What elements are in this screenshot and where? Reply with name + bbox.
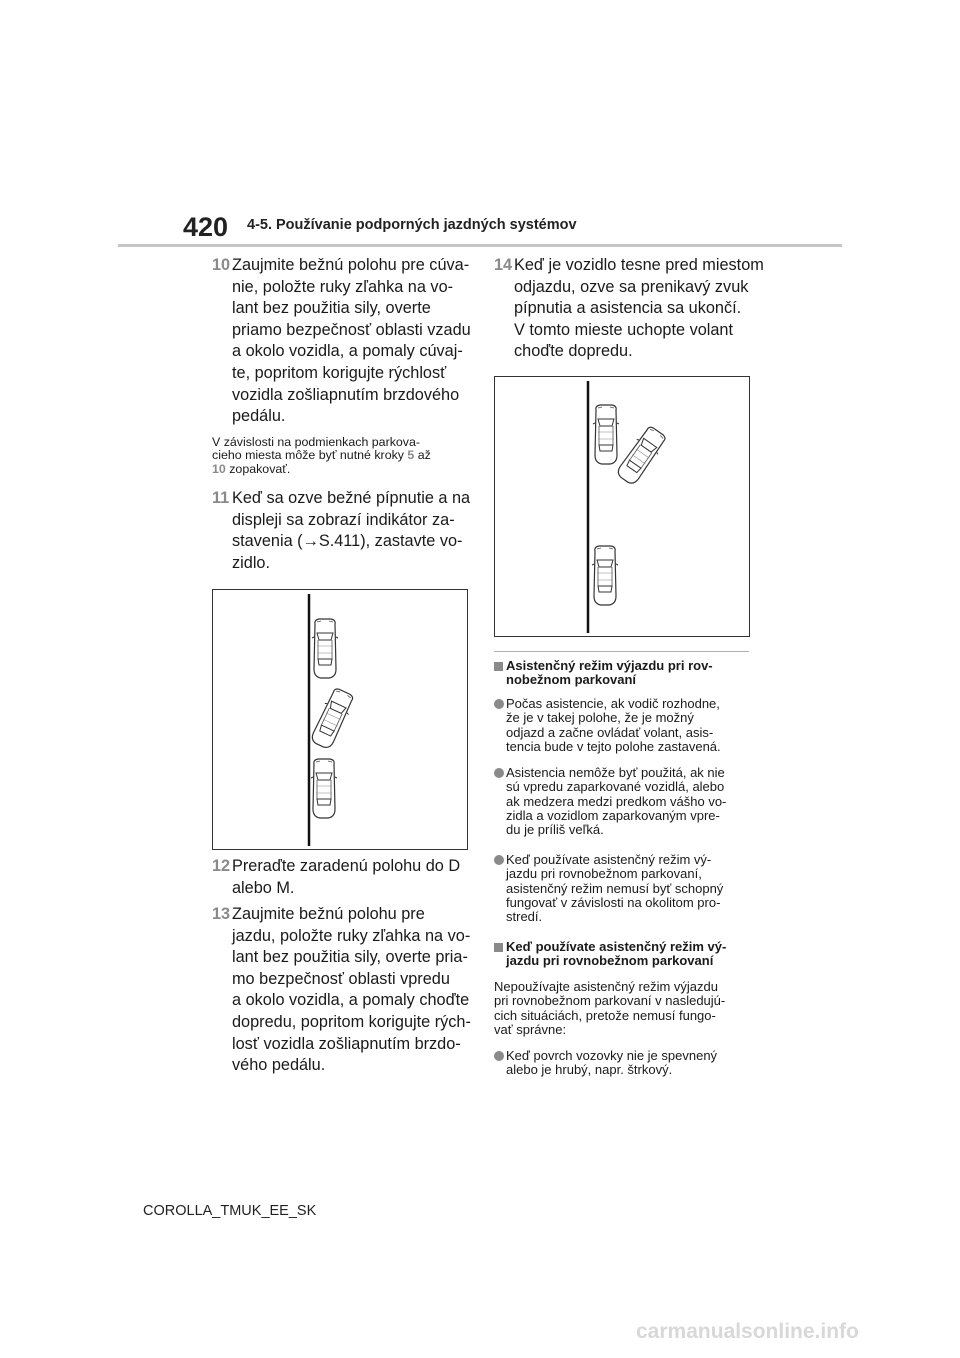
parking-illustration bbox=[213, 590, 467, 849]
bullet-item bbox=[494, 1049, 717, 1078]
square-bullet-icon bbox=[494, 943, 503, 952]
paragraph-line: vať správne: bbox=[494, 1021, 567, 1037]
step-text-line: vého pedálu. bbox=[232, 1056, 326, 1075]
step-text-line: a okolo vozidla, a pomaly choďte bbox=[232, 991, 470, 1010]
bullet-line: fungovať v závislosti na okolitom pro- bbox=[506, 894, 721, 910]
step-number: 10 bbox=[212, 256, 231, 274]
bullet-line: že je v takej polohe, že je možný bbox=[506, 710, 694, 726]
step-text-line: stavenia (→S.411), zastavte vo- bbox=[232, 532, 463, 551]
subheading-exit-assist-mode bbox=[494, 659, 713, 687]
step-number: 11 bbox=[212, 489, 230, 507]
own-car bbox=[308, 686, 356, 750]
subheading-when-using-exit-assist bbox=[494, 940, 726, 968]
square-bullet-icon bbox=[494, 662, 503, 671]
step-text-line: dopredu, popritom korigujte rých- bbox=[232, 1012, 471, 1031]
subheading-line: jazdu pri rovnobežnom parkovaní bbox=[506, 953, 714, 969]
parking-illustration bbox=[495, 377, 749, 636]
bullet-line: jazdu pri rovnobežnom parkovaní, bbox=[506, 866, 702, 882]
bullet-line: asistenčný režim nemusí byť schopný bbox=[506, 880, 724, 896]
step-text-line: a okolo vozidla, a pomaly cúvaj- bbox=[232, 342, 463, 361]
bullet-line: ak medzera medzi predkom vášho vo- bbox=[506, 793, 727, 809]
step-ref: 10 bbox=[212, 461, 226, 476]
step-10 bbox=[212, 255, 471, 428]
step-text-line: lant bez použitia sily, overte pria- bbox=[232, 948, 468, 967]
step-text-line: vozidla zošliapnutím brzdového bbox=[232, 385, 460, 404]
bullet-line: tencia bude v tejto polohe zastavená. bbox=[506, 738, 721, 754]
step-text-line: Preraďte zaradenú polohu do D bbox=[232, 857, 461, 875]
step-11 bbox=[212, 488, 470, 574]
bullet-line: odjazd a začne ovládať volant, asis- bbox=[506, 724, 714, 740]
circle-bullet-icon bbox=[494, 855, 504, 865]
bullet-line: du je príliš veľká. bbox=[506, 822, 604, 838]
step-14 bbox=[494, 255, 764, 363]
parked-car-rear bbox=[592, 546, 618, 605]
step-text-line: losť vozidla zošliapnutím brzdo- bbox=[232, 1034, 461, 1053]
bullet-line: Keď používate asistenčný režim vý- bbox=[506, 852, 712, 867]
step-text-line: priamo bezpečnosť oblasti vzadu bbox=[232, 320, 471, 339]
step-text-line: mo bezpečnosť oblasti vpredu bbox=[232, 969, 450, 988]
bullet-line: Keď povrch vozovky nie je spevnený bbox=[506, 1048, 718, 1063]
section-divider bbox=[494, 651, 749, 652]
bullet-item bbox=[494, 766, 726, 837]
subheading-line: nobežnom parkovaní bbox=[506, 672, 637, 688]
parking-figure-step-14 bbox=[494, 376, 750, 637]
bullet-line: alebo je hrubý, napr. štrkový. bbox=[506, 1062, 673, 1078]
step-text-line: zidlo. bbox=[232, 553, 271, 572]
step-text-line: jazdu, položte ruky zľahka na vo- bbox=[232, 926, 471, 945]
circle-bullet-icon bbox=[494, 1051, 504, 1061]
bullet-line: Asistencia nemôže byť použitá, ak nie bbox=[506, 765, 725, 780]
parking-figure-step-11 bbox=[212, 589, 468, 850]
parked-car-front bbox=[593, 405, 619, 464]
document-code: COROLLA_TMUK_EE_SK bbox=[143, 1203, 317, 1219]
step-text-line: odjazdu, ozve sa prenikavý zvuk bbox=[514, 277, 749, 296]
note-text: až bbox=[414, 448, 431, 463]
step-text-line: displeji sa zobrazí indikátor za- bbox=[232, 510, 455, 529]
own-car bbox=[614, 424, 669, 487]
step-text-line: Keď je vozidlo tesne pred miestom bbox=[514, 256, 764, 274]
bullet-item bbox=[494, 853, 723, 924]
step-ref: 5 bbox=[407, 448, 415, 463]
note-line: V závislosti na podmienkach parkova- bbox=[212, 435, 420, 449]
parked-car-front bbox=[312, 619, 338, 678]
paragraph-line: pri rovnobežnom parkovaní v nasledujú- bbox=[494, 993, 726, 1009]
section-title: 4-5. Používanie podporných jazdných systémov bbox=[247, 217, 577, 233]
circle-bullet-icon bbox=[494, 699, 504, 709]
step-13 bbox=[212, 904, 471, 1077]
step-text-line: te, popritom korigujte rýchlosť bbox=[232, 363, 447, 382]
bullet-item bbox=[494, 697, 721, 754]
note-text: zopakovať. bbox=[225, 461, 291, 476]
watermark: carmanualsonline.info bbox=[636, 1320, 859, 1343]
step-text-line: Keď sa ozve bežné pípnutie a na bbox=[232, 489, 471, 507]
step-text-line: lant bez použitia sily, overte bbox=[232, 299, 431, 318]
bullet-line: sú vpredu zaparkované vozidlá, alebo bbox=[506, 779, 725, 795]
note-line bbox=[212, 463, 431, 476]
step-text-line: Zaujmite bežnú polohu pre cúva- bbox=[232, 256, 470, 274]
bullet-line: zidla a vozidlom zaparkovaným vpre- bbox=[506, 807, 720, 823]
subheading-line: Keď používate asistenčný režim vý- bbox=[506, 939, 727, 954]
step-text-line: pedálu. bbox=[232, 407, 286, 426]
note-text: cieho miesta môže byť nutné kroky bbox=[212, 448, 408, 463]
step-number: 13 bbox=[212, 905, 231, 923]
parked-car-rear bbox=[311, 759, 337, 818]
step-text-line: alebo M. bbox=[232, 878, 295, 897]
step-text-line: Zaujmite bežnú polohu pre bbox=[232, 905, 425, 923]
paragraph-line: Nepoužívajte asistenčný režim výjazdu bbox=[494, 979, 718, 994]
step-text-line: pípnutia a asistencia sa ukončí. bbox=[514, 299, 742, 318]
page-number: 420 bbox=[183, 212, 229, 242]
paragraph-do-not-use bbox=[494, 980, 725, 1037]
step-number: 12 bbox=[212, 857, 231, 875]
step-12 bbox=[212, 856, 460, 899]
step-text-line: choďte dopredu. bbox=[514, 342, 633, 361]
bullet-line: stredí. bbox=[506, 909, 543, 925]
circle-bullet-icon bbox=[494, 768, 504, 778]
repeat-steps-note bbox=[212, 436, 431, 476]
subheading-line: Asistenčný režim výjazdu pri rov- bbox=[506, 658, 713, 673]
step-number: 14 bbox=[494, 256, 513, 274]
step-text-line: nie, položte ruky zľahka na vo- bbox=[232, 277, 454, 296]
paragraph-line: cich situáciách, pretože nemusí fungo- bbox=[494, 1007, 716, 1023]
note-line bbox=[212, 449, 431, 462]
header-rule bbox=[118, 244, 842, 247]
step-text-line: V tomto mieste uchopte volant bbox=[514, 320, 734, 339]
bullet-line: Počas asistencie, ak vodič rozhodne, bbox=[506, 696, 720, 711]
